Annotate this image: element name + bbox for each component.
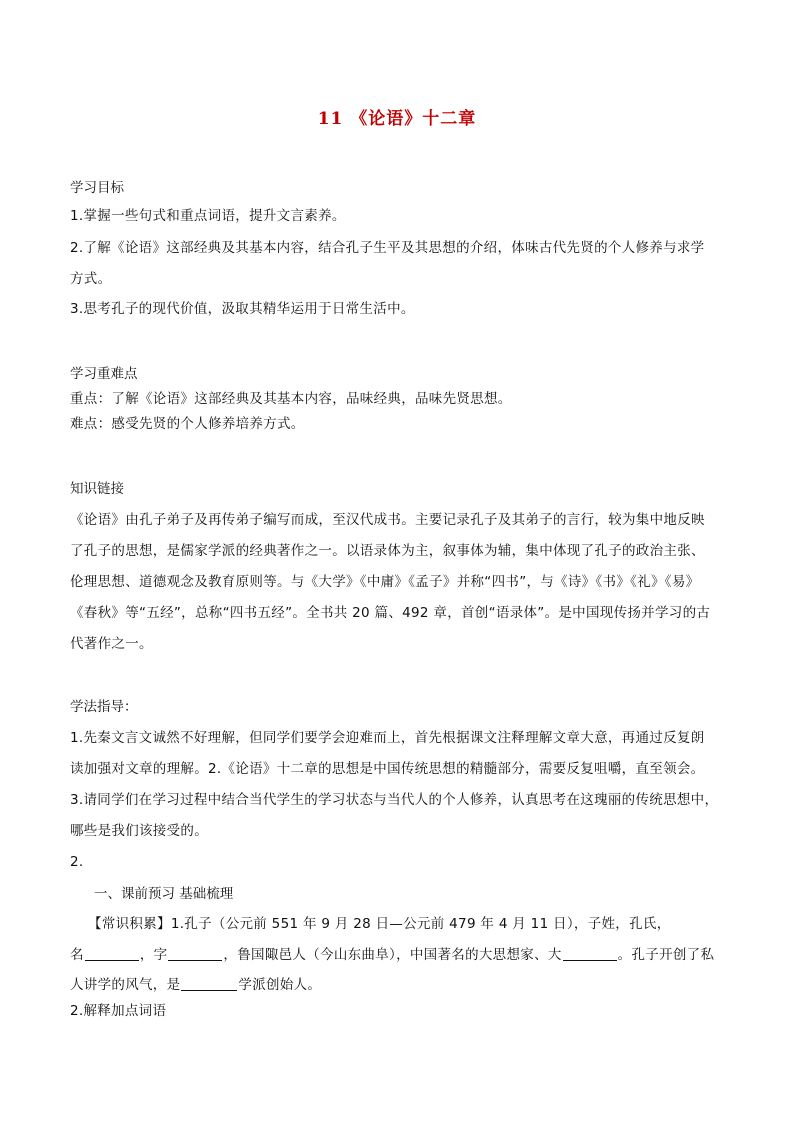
knowledge-line-5: 代著作之一。: [70, 636, 153, 652]
accum-text-2d: 。孔子开创了私: [617, 947, 715, 963]
blank-ming[interactable]: [85, 946, 139, 961]
goal-item-2-cont: 方式。: [70, 271, 112, 287]
accum-text-2a: 名: [70, 947, 84, 963]
accum-text-1: 1.孔子（公元前 551 年 9 月 28 日—公元前 479 年 4 月 11 日），子姓，孔氏，: [170, 916, 671, 932]
hard-point: 难点：感受先贤的个人修养培养方式。: [70, 416, 305, 432]
method-line-1: 1.先秦文言文诚然不好理解，但同学们要学会迎难而上，首先根据课文注释理解文章大意，再通过反复朗: [70, 730, 705, 746]
accum-line-1: [88, 914, 748, 934]
page-title: 11 《论语》十二章: [317, 109, 477, 129]
method-heading: 学法指导：: [70, 699, 138, 715]
preview-heading: 一、课前预习 基础梳理: [94, 886, 234, 902]
difficulty-heading: 学习重难点: [70, 366, 138, 382]
accum-text-2b: ，字: [139, 947, 168, 963]
knowledge-line-3: 伦理思想、道德观念及教育原则等。与《大学》《中庸》《孟子》并称“四书”，与《诗》《书》《礼》《易》: [70, 574, 700, 590]
accum-line-3: [70, 975, 730, 995]
blank-zi[interactable]: [168, 946, 222, 961]
goal-item-3: 3.思考孔子的现代价值，汲取其精华运用于日常生活中。: [70, 301, 415, 317]
knowledge-line-1: 《论语》由孔子弟子及再传弟子编写而成，至汉代成书。主要记录孔子及其弟子的言行，较为集中地反映: [70, 512, 705, 528]
knowledge-heading: 知识链接: [70, 481, 124, 497]
accum-text-2c: ，鲁国陬邑人（今山东曲阜），中国著名的大思想家、大: [223, 947, 562, 963]
blank-da[interactable]: [563, 946, 617, 961]
knowledge-line-2: 了孔子的思想，是儒家学派的经典著作之一。以语录体为主，叙事体为辅，集中体现了孔子的政治主张、: [70, 543, 705, 559]
method-line-2: 读加强对文章的理解。2.《论语》十二章的思想是中国传统思想的精髓部分，需要反复咀嚼，直至领会。: [70, 761, 705, 777]
item-2-heading: 2.解释加点词语: [70, 1003, 167, 1019]
method-line-4: 哪些是我们该接受的。: [70, 823, 208, 839]
method-line-3: 3.请同学们在学习过程中结合当代学生的学习状态与当代人的个人修养，认真思考在这瑰丽的传统思想中，: [70, 792, 719, 808]
method-line-5: 2.: [70, 854, 84, 870]
accum-text-3a: 人讲学的风气，是: [70, 977, 181, 993]
accum-label: 【常识积累】: [88, 916, 171, 932]
goal-item-2: 2.了解《论语》这部经典及其基本内容，结合孔子生平及其思想的介绍，体味古代先贤的个人修养与求学: [70, 240, 705, 256]
accum-text-3b: 学派创始人。: [238, 977, 322, 993]
knowledge-line-4: 《春秋》等“五经”，总称“四书五经”。全书共 20 篇、492 章，首创“语录体”。是中国现传扬并学习的古: [70, 605, 711, 621]
blank-school[interactable]: [181, 976, 237, 991]
goal-item-1: 1.掌握一些句式和重点词语，提升文言素养。: [70, 208, 346, 224]
goals-heading: 学习目标: [70, 180, 124, 196]
key-point: 重点：了解《论语》这部经典及其基本内容，品味经典，品味先贤思想。: [70, 391, 512, 407]
accum-line-2: [70, 945, 730, 965]
